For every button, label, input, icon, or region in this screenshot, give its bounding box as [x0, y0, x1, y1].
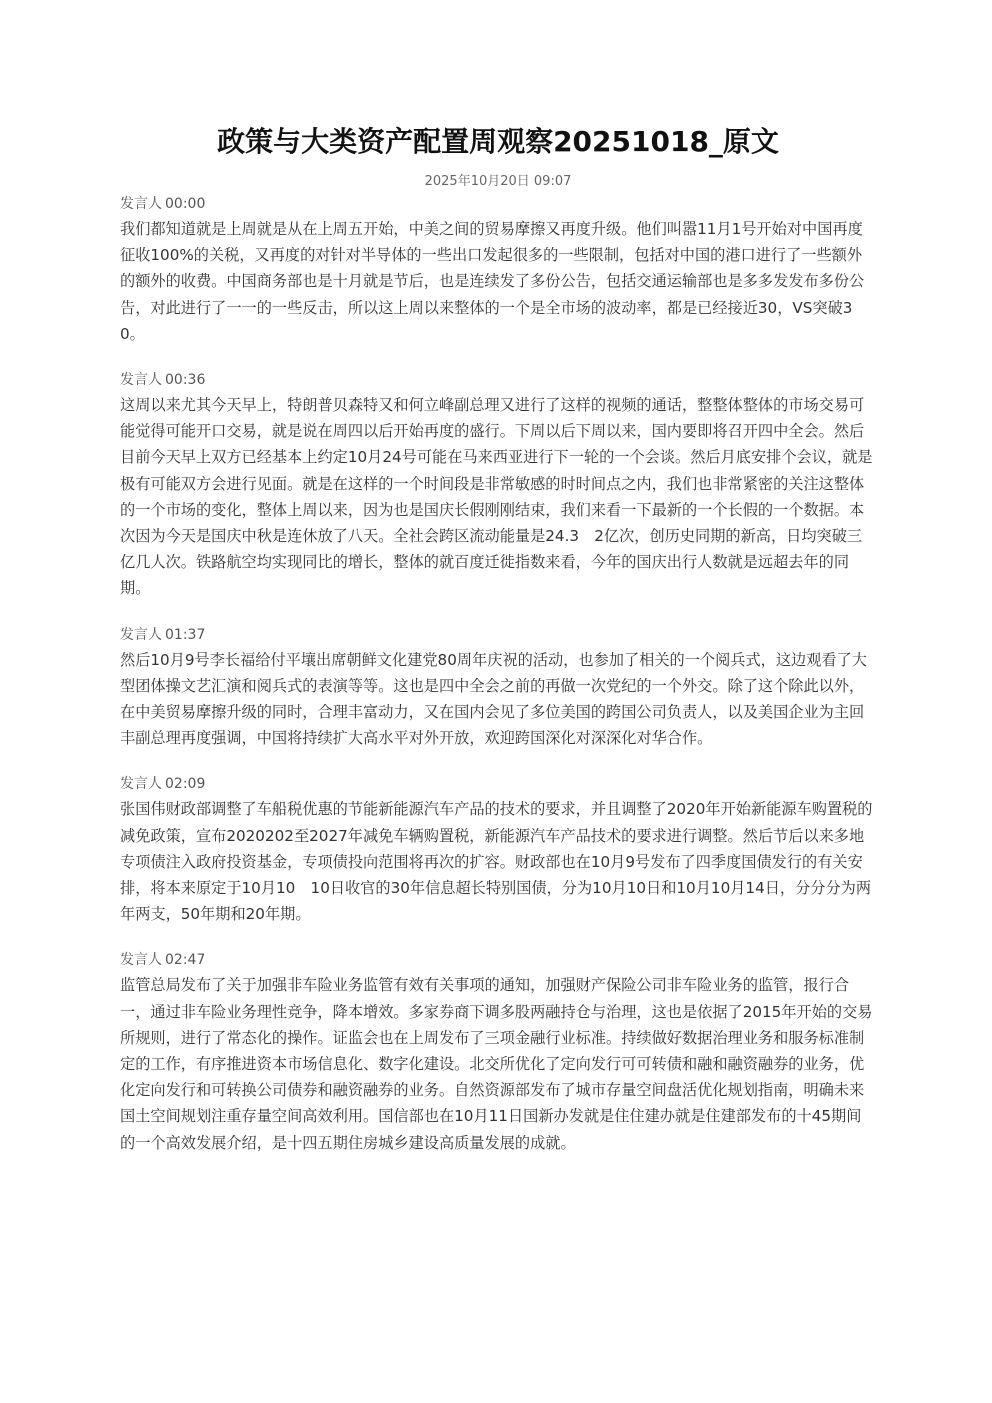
document-date: 2025年10月20日 09:07: [424, 174, 572, 189]
speaker-name: 发言人: [120, 372, 162, 389]
document-page: [120, 122, 876, 1179]
segment-text: 这周以来尤其今天早上，特朗普贝森特又和何立峰副总理又进行了这样的视频的通话，整整体整体的市场交易可能觉得可能开口交易，就是说在周四以后开始再度的盛行。下周以后下周以来，国内要即将召开四中全会。然后目前今天早上双方已经基本上约定10月24号可能在马来西亚进行下一轮的一个会谈。然后月底安排个会议，就是极有可能双方会进行见面。就是在这样的一个时间段是非常敏感的时时间点之内，我们也非常紧密的关注这整体的一个市场的变化，整体上周以来，因为也是国庆长假刚刚结束，我们来看一下最新的一个长假的一个数据。本次因为今天是国庆中秋是连休放了八天。全社会跨区流动能量是24.3 2亿次，创历史同期的新高，日均突破三亿几人次。铁路航空均实现同比的增长，整体的就百度迁徙指数来看，今年的国庆出行人数就是远超去年的同期。: [120, 396, 873, 598]
document-title: 政策与大类资产配置周观察20251018_原文: [217, 125, 779, 158]
speaker-name: 发言人: [120, 952, 162, 969]
transcript-segment: [120, 950, 876, 1155]
transcript-segment: [120, 774, 876, 927]
speaker-name: 发言人: [120, 196, 162, 212]
segment-text: 张国伟财政部调整了车船税优惠的节能新能源汽车产品的技术的要求，并且调整了2020年开始新能源车购置税的减免政策，宣布2020202至2027年减免车辆购置税，新能源汽车产品技术的要求进行调整。然后节后以来多地专项债注入政府投资基金，专项债投向范围将再次的扩容。财政部也在10月9号发布了四季度国债发行的有关安排，将本来原定于10月10 10日收官的30年信息超长特别国债，分为10月10日和10月10月14日，分分分为两年两支，50年期和20年期。: [120, 800, 873, 924]
speaker-name: 发言人: [120, 626, 162, 643]
speaker-line: [120, 370, 876, 390]
speaker-line: [120, 950, 876, 970]
transcript-segment: [120, 625, 876, 752]
timestamp[interactable]: 00:36: [165, 372, 206, 389]
speaker-name: 发言人: [120, 776, 162, 793]
timestamp[interactable]: 01:37: [165, 626, 206, 643]
transcript-segment: [120, 370, 876, 602]
segment-text: 然后10月9号李长福给付平壤出席朝鲜文化建党80周年庆祝的活动，也参加了相关的一个阅兵式，这边观看了大型团体操文艺汇演和阅兵式的表演等等。这也是四中全会之前的再做一次党纪的一个外交。除了这个除此以外，在中美贸易摩擦升级的同时，合理丰富动力，又在国内会见了多位美国的跨国公司负责人，以及美国企业为主回丰副总理再度强调，中国将持续扩大高水平对外开放，欢迎跨国深化对深深化对华合作。: [120, 650, 867, 748]
transcript: [120, 194, 876, 1156]
timestamp[interactable]: 02:09: [165, 776, 206, 793]
timestamp[interactable]: 00:00: [165, 196, 206, 212]
transcript-segment: [120, 194, 876, 347]
timestamp[interactable]: 02:47: [165, 952, 206, 969]
speaker-line: [120, 625, 876, 645]
segment-text: 监管总局发布了关于加强非车险业务监管有效有关事项的通知，加强财产保险公司非车险业务的监管，报行合一，通过非车险业务理性竞争，降本增效。多家券商下调多股两融持仓与治理，这也是依据了2015年开始的交易所规则，进行了常态化的操作。证监会也在上周发布了三项金融行业标准。持续做好数据治理业务和服务标准制定的工作，有序推进资本市场信息化、数字化建设。北交所优化了定向发行可可转债和融和融资融券的业务，优化定向发行和可转换公司债券和融资融券的业务。自然资源部发布了城市存量空间盘活优化规划指南，明确未来国土空间规划注重存量空间高效利用。国信部也在10月11日国新办发就是住住建办就是住建部发布的十45期间的一个高效发展介绍，是十四五期住房城乡建设高质量发展的成就。: [120, 976, 873, 1152]
speaker-line: [120, 194, 876, 214]
segment-text: 我们都知道就是上周就是从在上周五开始，中美之间的贸易摩擦又再度升级。他们叫嚣11月1号开始对中国再度征收100%的关税，又再度的对针对半导体的一些出口发起很多的一些限制，包括对中国的港口进行了一些额外的额外的收费。中国商务部也是十月就是节后，也是连续发了多份公告，包括交通运输部也是多多发发布多份公告，对此进行了一一的一些反击，所以这上周以来整体的一个是全市场的波动率，都是已经接近30，VS突破30。: [120, 220, 865, 343]
speaker-line: [120, 774, 876, 794]
